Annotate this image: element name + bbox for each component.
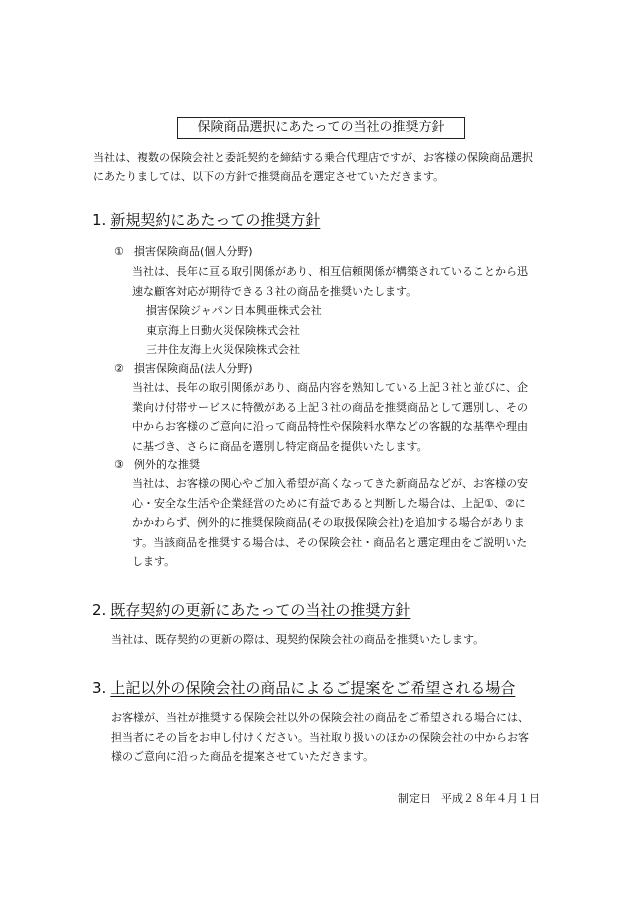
enactment-date (398, 790, 550, 806)
intro-line: 当社は、複数の保険会社と委託契約を締結する乗合代理店ですが、お客様の保険商品選択 (93, 151, 533, 164)
section-1-title: 新規契約にあたっての推奨方針 (110, 211, 321, 229)
section-2-heading (92, 599, 410, 621)
company-name: 三井住友海上火災保険株式会社 (146, 343, 300, 356)
item-2-line: 中からお客様のご意向に沿って商品特性や保険料水準などの客観的な基準や理由 (132, 420, 528, 433)
section-2-number: 2. (92, 601, 107, 619)
intro-line: にあたりましては、以下の方針で推奨商品を選定させていただきます。 (93, 170, 445, 183)
section-2-title: 既存契約の更新にあたっての当社の推奨方針 (110, 601, 411, 619)
company-name: 東京海上日動火災保険株式会社 (146, 323, 300, 337)
item-3-mark: ③ (114, 458, 124, 471)
item-1-title: 損害保険商品(個人分野) (134, 245, 253, 258)
section-3-body (111, 708, 529, 767)
item-1-line: 当社は、長年に亘る取引関係があり、相互信頼関係が構築されていることから迅 (132, 265, 528, 278)
intro-paragraph (93, 148, 563, 186)
document-title: 保険商品選択にあたっての当社の推奨方針 (177, 117, 465, 139)
section-3-line: 様のご意向に沿った商品を提案させていただきます。 (111, 750, 375, 763)
item-1-line: 速な顧客対応が期待できる３社の商品を推奨いたします。 (132, 284, 418, 298)
item-2-mark: ② (114, 362, 124, 375)
item-2-line: 当社は、長年の取引関係があり、商品内容を熟知している上記３社と並びに、企 (132, 381, 528, 394)
item-3-line: します。 (132, 555, 176, 568)
item-2-heading (114, 360, 253, 378)
section-3-line: 担当者にその旨をお申し付けください。当社取り扱いのほかの保険会社の中からお客 (111, 730, 529, 744)
item-3-title: 例外的な推奨 (134, 458, 200, 471)
item-3-heading (114, 456, 200, 474)
item-2-line: に基づき、さらに商品を選別し特定商品を提供いたします。 (132, 439, 428, 453)
section-2-body (111, 630, 484, 650)
section-3-line: お客様が、当社が推奨する保険会社以外の保険会社の商品をご希望される場合には、 (111, 711, 529, 724)
item-2-line: 業向け付帯サービスに特徴がある上記３社の商品を推奨商品として選別し、その (132, 400, 528, 414)
item-2-body (132, 378, 528, 456)
enactment-date-label: 制定日 (398, 792, 431, 805)
section-3-heading (92, 677, 515, 699)
section-1-number: 1. (92, 211, 107, 229)
section-2-line: 当社は、既存契約の更新の際は、現契約保険会社の商品を推奨いたします。 (111, 633, 485, 646)
recommended-companies (146, 301, 322, 360)
item-3-line: かかわらず、例外的に推奨保険商品(その取扱保険会社)を追加する場合がありま (132, 516, 525, 529)
item-3-body (132, 474, 528, 572)
item-2-title: 損害保険商品(法人分野) (134, 362, 253, 375)
item-1-mark: ① (114, 245, 124, 258)
section-3-number: 3. (92, 679, 107, 697)
item-3-line: す。当該商品を推奨する場合は、その保険会社・商品名と選定理由をご説明いた (132, 535, 528, 549)
enactment-date-value: 平成２８年４月１日 (441, 792, 540, 805)
section-1-heading (92, 209, 320, 231)
company-name: 損害保険ジャパン日本興亜株式会社 (146, 304, 322, 317)
item-3-line: 心・安全な生活や企業経営のために有益であると判断した場合は、上記①、②に (132, 496, 526, 510)
section-3-title: 上記以外の保険会社の商品によるご提案をご希望される場合 (110, 679, 516, 697)
item-1-body (132, 262, 528, 301)
item-1-heading (114, 243, 253, 261)
item-3-line: 当社は、お客様の関心やご加入希望が高くなってきた新商品などが、お客様の安 (132, 477, 528, 490)
